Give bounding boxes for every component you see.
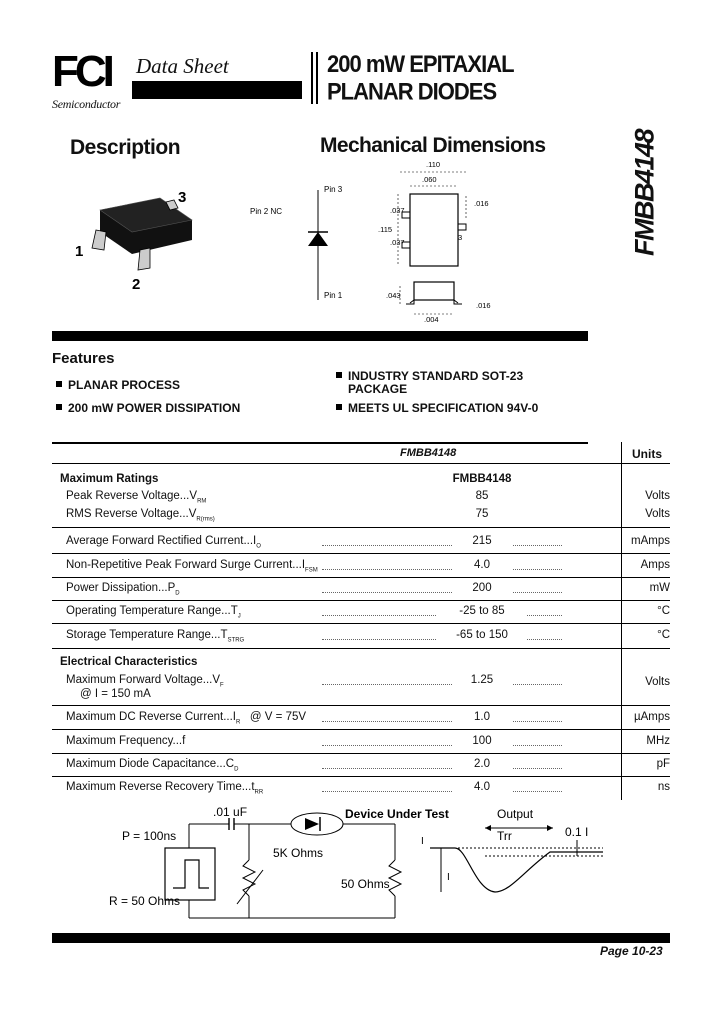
feature-item [336, 401, 538, 415]
row-separator [52, 577, 670, 578]
row-value: 200 [452, 582, 512, 594]
part-col-label: FMBB4148 [452, 473, 512, 485]
vertical-part-number [621, 128, 669, 258]
header-divider [311, 52, 313, 104]
row-sub: D [175, 590, 180, 597]
features-heading: Features [52, 350, 115, 367]
page-title [327, 50, 514, 105]
row-sub: F [220, 682, 224, 689]
page-number: Page 10-23 [600, 944, 663, 958]
row-value: 1.0 [452, 711, 512, 723]
trr-label: Trr [497, 829, 512, 843]
row-sub: FSM [305, 567, 318, 574]
row-value: 75 [475, 508, 489, 520]
feature-text: MEETS UL SPECIFICATION 94V-0 [348, 401, 539, 415]
row-value: 2.0 [452, 758, 512, 770]
doc-type: Data Sheet [136, 54, 229, 78]
pin2-lead [138, 248, 150, 270]
pin3-text: Pin 3 [324, 185, 343, 194]
row-sub: R(rms) [196, 516, 215, 523]
row-separator [52, 776, 670, 777]
vertical-part-text: FMBB4148 [629, 129, 660, 257]
feature-item [336, 369, 523, 383]
pw-label: P = 100ns [122, 829, 177, 843]
ir-label: 0.1 I [565, 825, 589, 839]
fci-logo [52, 50, 128, 90]
logo-subtext: Semiconductor [52, 97, 121, 111]
row-unit: ns [657, 781, 670, 793]
row-value: 4.0 [452, 781, 512, 793]
feature-item [56, 401, 240, 415]
logo-text: FCI [52, 50, 111, 90]
row-unit: pF [656, 758, 670, 770]
package-side-outline [414, 282, 454, 300]
package-illustration [70, 180, 210, 290]
dim-016a: .016 [474, 199, 489, 208]
row-unit: µAmps [633, 711, 670, 723]
ro-label: R = 50 Ohms [109, 894, 181, 908]
r50-label: 50 Ohms [341, 877, 390, 891]
dim-016b: .016 [476, 301, 491, 310]
row-condition: @ I = 150 mA [80, 688, 151, 700]
row-label: Maximum Frequency...f [66, 735, 186, 747]
row-sub: D [234, 766, 239, 773]
pin-label-3: 3 [178, 189, 187, 206]
row-unit: Volts [645, 676, 670, 688]
row-label: Storage Temperature Range...T [66, 629, 228, 641]
dim-pin3: 3 [458, 233, 463, 242]
row-separator [52, 753, 670, 754]
row-unit: °C [657, 629, 670, 641]
footer-bar [52, 933, 670, 943]
row-label: Non-Repetitive Peak Forward Surge Current...I [66, 559, 306, 571]
max-ratings-heading: Maximum Ratings [60, 473, 159, 485]
if-label: I [421, 836, 424, 847]
r5k-label: 5K Ohms [273, 846, 324, 860]
pin-label-1: 1 [75, 243, 84, 260]
cap-label: .01 uF [213, 805, 248, 819]
table-header-part: FMBB4148 [400, 447, 457, 459]
table-header-row [52, 444, 670, 464]
row-sub: J [237, 613, 241, 620]
header-bar [132, 81, 302, 99]
dim-115: .115 [378, 225, 393, 234]
row-separator [52, 553, 670, 554]
row-label: Maximum Forward Voltage...V [66, 674, 221, 686]
row-unit: MHz [646, 735, 670, 747]
dim-060: .060 [422, 175, 437, 184]
row-label: Operating Temperature Range...T [66, 605, 238, 617]
row-value: -25 to 85 [437, 605, 527, 617]
row-sub: O [256, 543, 261, 550]
row-label: Power Dissipation...P [66, 582, 176, 594]
dim-043: .043 [386, 291, 401, 300]
row-value: -65 to 150 [437, 629, 527, 641]
elec-char-heading: Electrical Characteristics [60, 656, 198, 668]
row-label: Maximum Diode Capacitance...C [66, 758, 235, 770]
mechanical-heading: Mechanical Dimensions [320, 134, 546, 157]
dim-110: .110 [426, 160, 441, 169]
description-heading: Description [70, 136, 181, 159]
diode-triangle [308, 232, 328, 246]
row-unit: °C [657, 605, 670, 617]
row-separator [52, 623, 670, 624]
pin2-text: Pin 2 NC [250, 207, 283, 216]
row-unit: mW [649, 582, 670, 594]
row-label: Maximum DC Reverse Current...I [66, 711, 236, 723]
title-line1: 200 mW EPITAXIAL [327, 50, 514, 78]
pin1-lead [92, 230, 106, 250]
row-separator [52, 705, 670, 706]
pin-label-2: 2 [132, 276, 141, 290]
dim-037b: .037 [390, 238, 405, 247]
dimension-drawing [370, 158, 500, 328]
header-divider-2 [316, 52, 318, 104]
dim-004: .004 [424, 315, 439, 324]
feature-text: 200 mW POWER DISSIPATION [68, 401, 241, 415]
table-header-units: Units [632, 447, 662, 461]
row-value: 85 [475, 490, 489, 502]
row-value: 1.25 [452, 674, 512, 686]
ir-axis-label: I [447, 872, 450, 883]
section-bar [52, 331, 588, 341]
row-label: RMS Reverse Voltage...V [66, 508, 197, 520]
row-value: 215 [452, 535, 512, 547]
row-condition: @ V = 75V [249, 711, 307, 723]
row-separator [52, 600, 670, 601]
row-sub: RM [197, 498, 207, 505]
row-unit: Amps [640, 559, 670, 571]
row-sub: STRG [227, 637, 245, 644]
row-value: 100 [452, 735, 512, 747]
row-label: Average Forward Rectified Current...I [66, 535, 257, 547]
row-unit: mAmps [631, 535, 670, 547]
title-line2: PLANAR DIODES [327, 77, 497, 105]
feature-text: PLANAR PROCESS [68, 378, 181, 392]
diode-schematic [248, 180, 358, 310]
pin1-text: Pin 1 [324, 291, 343, 300]
feature-text: PACKAGE [348, 382, 408, 396]
row-separator [52, 648, 670, 649]
row-separator [52, 527, 670, 528]
dut-label: Device Under Test [345, 807, 449, 821]
output-label: Output [497, 807, 534, 821]
row-separator [52, 729, 670, 730]
feature-item-cont [348, 382, 407, 396]
row-label: Maximum Reverse Recovery Time...t [66, 781, 255, 793]
row-label: Peak Reverse Voltage...V [66, 490, 198, 502]
feature-text: INDUSTRY STANDARD SOT-23 [348, 369, 524, 383]
feature-item [56, 378, 180, 392]
row-unit: Volts [645, 508, 670, 520]
row-sub: RR [254, 789, 264, 796]
dim-037a: .037 [390, 206, 405, 215]
row-unit: Volts [645, 490, 670, 502]
test-circuit [105, 800, 625, 930]
row-value: 4.0 [452, 559, 512, 571]
package-top-outline [410, 194, 458, 266]
row-sub: R [235, 719, 241, 726]
